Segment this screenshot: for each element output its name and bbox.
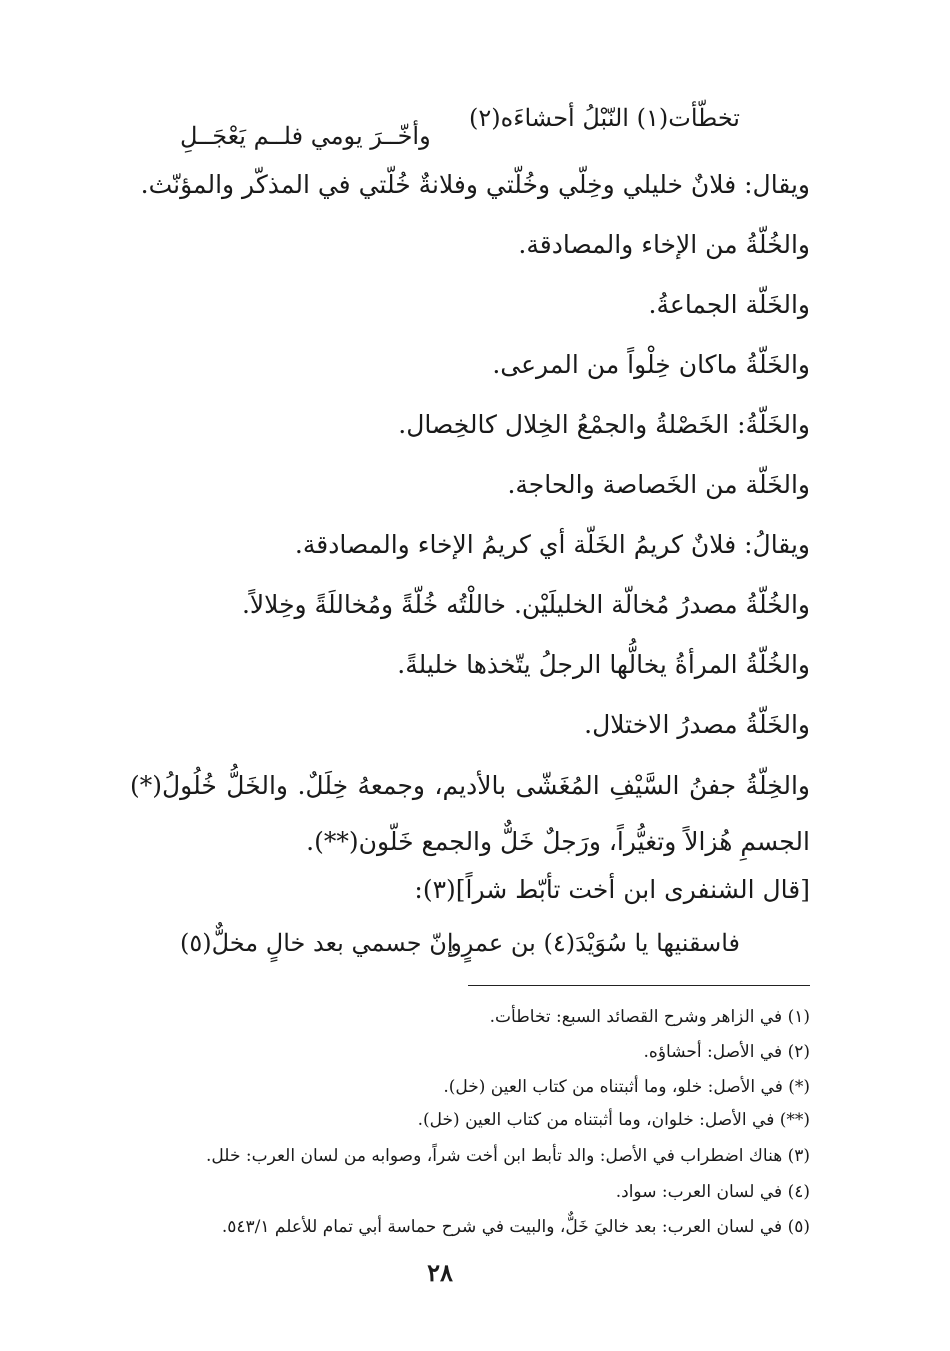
text-line-2: والخُلّةُ من الإخاء والمصادقة. (518, 230, 810, 259)
footnote-double-star: (**) في الأصل: خلوان، وما أثبتناه من كتاب العين (خل). (417, 1110, 810, 1130)
text-line-8: والخُلّةُ مصدرُ مُخالّة الخليلَيْن. خاللْتُه خُلّةً ومُخاللَةً وخِلالاً. (241, 590, 810, 619)
footnote-3: (٣) هناك اضطراب في الأصل: والد تأبط ابن أخت شراً، وصوابه من لسان العرب: خلل. (206, 1146, 810, 1166)
verse-line-2 (160, 925, 800, 985)
text-line-9: والخُلّةُ المرأةُ يخالُّها الرجلُ يتّخذها خليلةً. (397, 650, 810, 679)
verse-2-second-hemistich: إنّ جسمي بعد خالٍ مخلٌّ(٥) (180, 929, 454, 957)
text-line-7: ويقالُ: فلانٌ كريمُ الخَلّة أي كريمُ الإخاء والمصادقة. (294, 530, 810, 559)
page-number: ٢٨ (427, 1258, 453, 1287)
text-paragraph: والخِلّةُ جفنُ السَّيْفِ المُغَشّى بالأديم، وجمعهُ خِلَلٌ. والخَلُّ خُلُولُ(*) الجسمِ هُزالاً وتغيُّراً، ورَجلٌ خَلٌّ والجمع خَلّون(**). (130, 771, 810, 856)
text-line-4: والخَلّةُ ماكان خِلْواً من المرعى. (492, 350, 810, 379)
footnote-separator (468, 985, 810, 986)
verse-1-first-hemistich: تخطّأت(١) النّبْلُ أحشاءَه(٢) (468, 104, 740, 132)
text-line-3: والخَلّة الجماعةُ. (648, 290, 810, 319)
text-line-10: والخَلّةُ مصدرُ الاختلال. (584, 710, 810, 739)
text-line-1: ويقال: فلانٌ خليلي وخِلّي وخُلّتي وفلانةٌ خُلّتي في المذكّر والمؤنّث. (140, 170, 810, 199)
verse-2-first-hemistich: فاسقنيها يا سُوَيْدَ(٤) بن عمرٍو (450, 929, 740, 957)
text-line-5: والخَلّةُ: الخَصْلةُ والجمْعُ الخِلال كالخِصال. (398, 410, 810, 439)
quote-intro: [قال الشنفرى ابن أخت تأبّط شراً](٣): (414, 875, 810, 904)
footnote-4: (٤) في لسان العرب: سواد. (615, 1182, 810, 1202)
footnote-1: (١) في الزاهر وشرح القصائد السبع: تخاطأت. (489, 1007, 810, 1027)
footnote-star: (*) في الأصل: خلو، وما أثبتناه من كتاب العين (خل). (443, 1077, 810, 1097)
footnote-5: (٥) في لسان العرب: بعد خاليَ خَلٌّ، والبيت في شرح حماسة أبي تمام للأعلم ٥٤٣/١. (221, 1217, 810, 1237)
text-line-6: والخَلّة من الخَصاصة والحاجة. (507, 470, 810, 499)
verse-line-1 (160, 100, 800, 160)
footnote-2: (٢) في الأصل: أحشاؤه. (643, 1042, 810, 1062)
verse-1-second-hemistich: وأخّــرَ يومي فلــم يَعْجَــلِ (180, 122, 431, 150)
